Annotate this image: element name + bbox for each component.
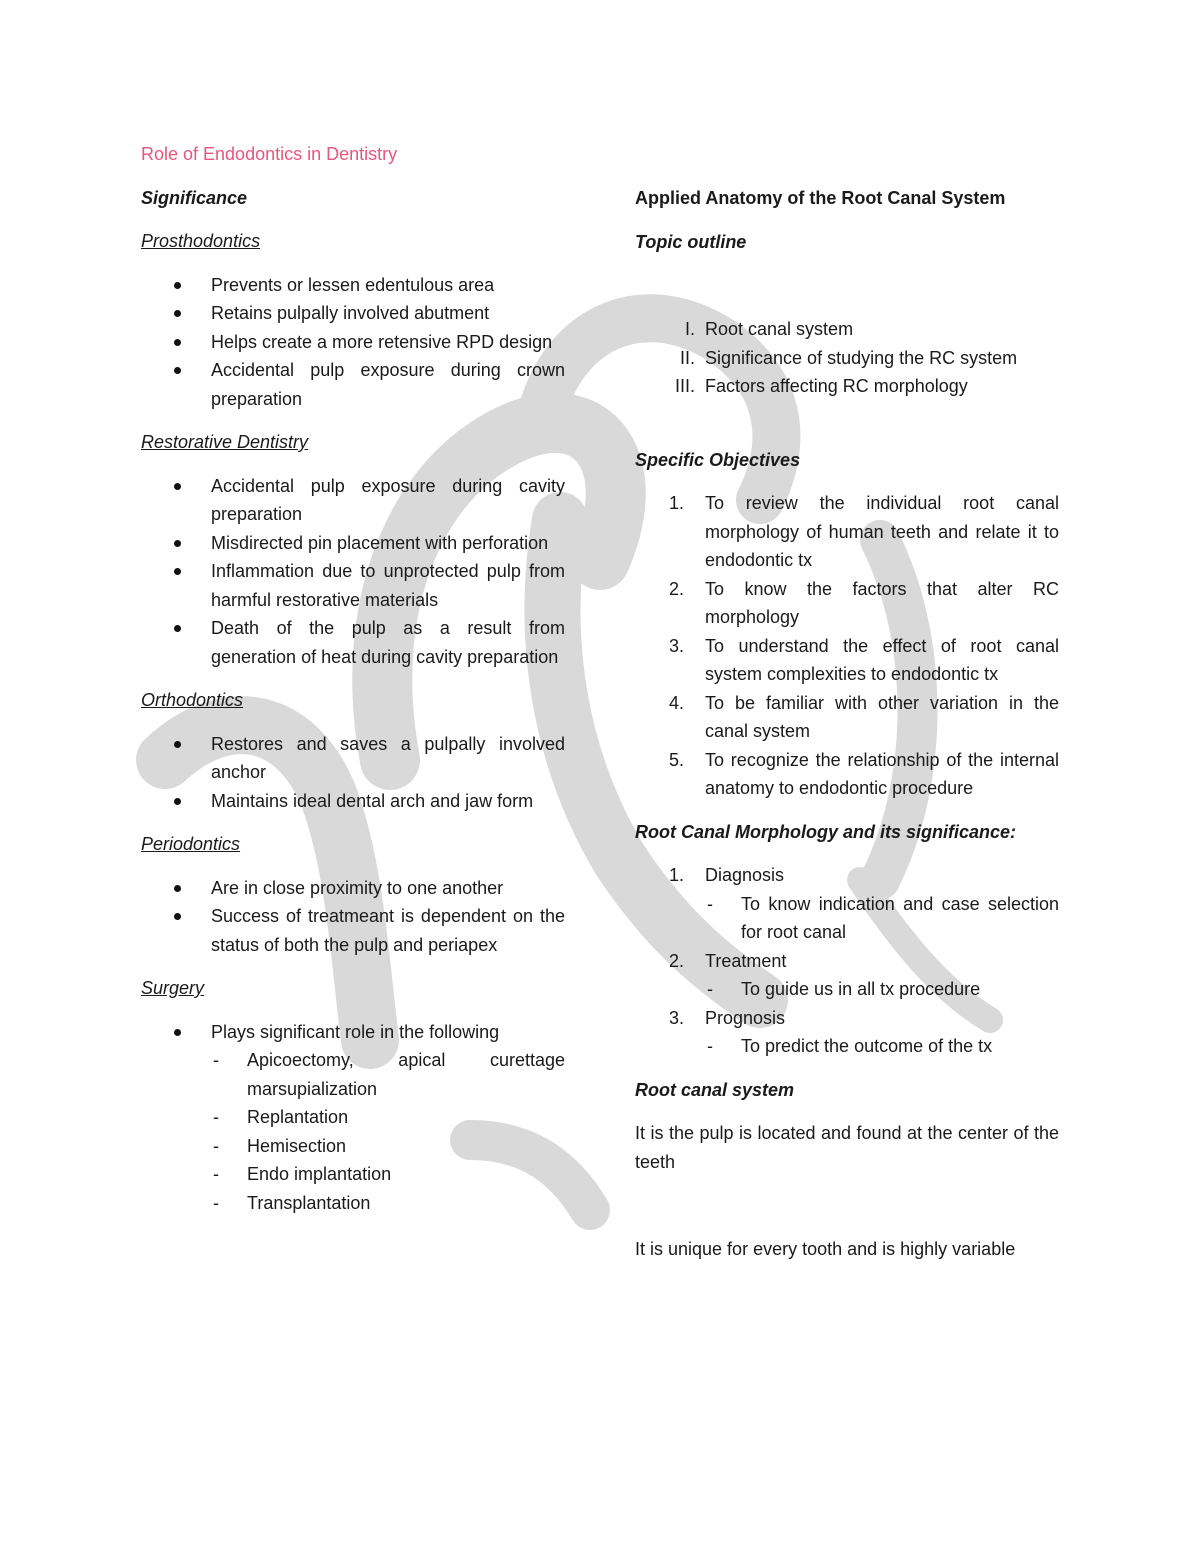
bullet-icon <box>174 339 181 346</box>
sub-list-item <box>705 1032 1059 1061</box>
list-item <box>141 271 565 300</box>
list-item-text: Plays significant role in the following <box>211 1021 500 1042</box>
bullet-list <box>141 472 565 672</box>
objectives-heading: Specific Objectives <box>635 449 801 470</box>
spacer <box>635 271 1059 315</box>
document-title: Role of Endodontics in Dentistry <box>141 144 398 164</box>
section-surgery <box>141 974 565 1217</box>
list-item-text: Treatment <box>705 950 787 971</box>
list-item <box>141 614 565 671</box>
bullet-list <box>141 1018 565 1218</box>
list-item <box>141 1018 565 1218</box>
list-item-text: Factors affecting RC morphology <box>705 376 968 396</box>
sub-list <box>705 890 1059 947</box>
bullet-icon <box>174 367 181 374</box>
list-item <box>635 689 1059 746</box>
dash-icon: - <box>213 1164 219 1184</box>
list-item-text: Misdirected pin placement with perforation <box>211 532 549 553</box>
bullet-icon <box>174 625 181 632</box>
dash-icon: - <box>213 1050 219 1070</box>
section-heading: Orthodontics <box>141 690 244 710</box>
list-item <box>635 372 1059 401</box>
section-heading: Restorative Dentistry <box>141 432 309 452</box>
sub-list-item <box>211 1132 565 1161</box>
sub-list <box>211 1046 565 1217</box>
section-periodontics <box>141 830 565 959</box>
list-item <box>141 730 565 787</box>
list-item <box>141 299 565 328</box>
sub-list-item <box>211 1103 565 1132</box>
spacer <box>635 1191 1059 1235</box>
list-item <box>635 489 1059 575</box>
list-number: 2. <box>669 950 685 971</box>
bullet-list <box>141 271 565 414</box>
list-item <box>141 529 565 558</box>
sub-list-item-text: To predict the outcome of the tx <box>741 1036 993 1056</box>
sub-list-item-text: To know indication and case selection for root canal <box>741 893 1059 942</box>
list-item-text: Are in close proximity to one another <box>211 877 504 898</box>
topic-outline-heading: Topic outline <box>635 231 747 252</box>
dash-icon: - <box>707 893 713 914</box>
section-orthodontics <box>141 686 565 815</box>
bullet-icon <box>174 798 181 805</box>
paragraph: It is unique for every tooth and is highly variable <box>635 1239 1016 1259</box>
list-item-text: Retains pulpally involved abutment <box>211 303 490 323</box>
sub-list <box>705 1032 1059 1061</box>
sub-list-item-text: Hemisection <box>247 1135 347 1156</box>
bullet-list <box>141 730 565 816</box>
list-number: 4. <box>669 692 685 713</box>
sub-list-item-text: Replantation <box>247 1107 349 1127</box>
list-item-text: To recognize the relationship of the internal anatomy to endodontic procedure <box>705 749 1059 798</box>
sub-list <box>705 975 1059 1004</box>
list-item <box>635 861 1059 947</box>
bullet-icon <box>174 1029 181 1036</box>
list-item-text: To understand the effect of root canal system complexities to endodontic tx <box>705 635 1059 684</box>
list-number: 2. <box>669 578 685 599</box>
list-item <box>635 746 1059 803</box>
list-number: 3. <box>669 1007 685 1028</box>
list-number: I. <box>684 319 695 339</box>
list-item-text: Helps create a more retensive RPD design <box>211 331 553 352</box>
list-item <box>141 328 565 357</box>
list-item-text: Prognosis <box>705 1007 786 1028</box>
section-prosthodontics <box>141 227 565 413</box>
list-number: III. <box>674 376 695 396</box>
section-heading: Periodontics <box>141 834 241 854</box>
dash-icon: - <box>213 1135 219 1156</box>
list-item-text: Success of treatmeant is dependent on the status of both the pulp and periapex <box>211 906 565 955</box>
paragraph: It is the pulp is located and found at the center of the teeth <box>635 1123 1059 1172</box>
list-item <box>635 344 1059 373</box>
sub-list-item <box>705 975 1059 1004</box>
list-item-text: Death of the pulp as a result from generation of heat during cavity preparation <box>211 618 565 667</box>
list-item <box>141 557 565 614</box>
sub-list-item-text: To guide us in all tx procedure <box>741 979 981 999</box>
bullet-icon <box>174 913 181 920</box>
bullet-icon <box>174 540 181 547</box>
bullet-icon <box>174 568 181 575</box>
list-item <box>141 902 565 959</box>
list-number: 1. <box>669 493 685 513</box>
list-number: 1. <box>669 865 685 885</box>
list-item <box>141 874 565 903</box>
dash-icon: - <box>707 979 713 999</box>
list-item <box>635 632 1059 689</box>
bullet-icon <box>174 310 181 317</box>
list-number: 5. <box>669 749 685 770</box>
sub-list-item-text: Endo implantation <box>247 1164 392 1184</box>
dash-icon: - <box>213 1192 219 1213</box>
bullet-list <box>141 874 565 960</box>
list-item <box>635 575 1059 632</box>
objectives-list <box>635 489 1059 803</box>
list-item <box>635 315 1059 344</box>
dash-icon: - <box>213 1107 219 1127</box>
list-item <box>141 356 565 413</box>
dash-icon: - <box>707 1036 713 1056</box>
list-number: 3. <box>669 635 685 656</box>
bullet-icon <box>174 885 181 892</box>
sub-list-item-text: Transplantation <box>247 1192 371 1213</box>
list-number: II. <box>679 347 695 368</box>
list-item <box>141 787 565 816</box>
list-item-text: Maintains ideal dental arch and jaw form <box>211 790 534 811</box>
list-item-text: Diagnosis <box>705 865 785 885</box>
section-heading: Surgery <box>141 978 205 998</box>
list-item-text: Prevents or lessen edentulous area <box>211 274 495 295</box>
morphology-list <box>635 861 1059 1061</box>
sub-list-item <box>211 1160 565 1189</box>
list-item-text: Accidental pulp exposure during cavity preparation <box>211 475 565 524</box>
morphology-heading: Root Canal Morphology and its significance: <box>635 821 1017 842</box>
bullet-icon <box>174 741 181 748</box>
root-canal-system-heading: Root canal system <box>635 1079 795 1100</box>
left-column <box>141 140 565 1232</box>
spacer <box>635 416 1059 446</box>
sub-list-item <box>211 1046 565 1103</box>
list-item-text: Restores and saves a pulpally involved anchor <box>211 733 565 782</box>
list-item <box>635 947 1059 1004</box>
bullet-icon <box>174 282 181 289</box>
list-item-text: To know the factors that alter RC morphology <box>705 578 1059 627</box>
section-title: Applied Anatomy of the Root Canal System <box>635 188 1006 208</box>
list-item-text: Significance of studying the RC system <box>705 347 1018 368</box>
list-item-text: Accidental pulp exposure during crown preparation <box>211 360 565 409</box>
significance-heading: Significance <box>141 187 248 208</box>
list-item-text: To be familiar with other variation in the canal system <box>705 692 1059 741</box>
right-column <box>635 184 1059 1279</box>
bullet-icon <box>174 483 181 490</box>
section-heading: Prosthodontics <box>141 231 261 251</box>
list-item <box>141 472 565 529</box>
sub-list-item-text: Apicoectomy, apical curettage marsupialization <box>247 1050 565 1099</box>
outline-list <box>635 315 1059 401</box>
section-restorative-dentistry <box>141 428 565 671</box>
list-item-text: Inflammation due to unprotected pulp from harmful restorative materials <box>211 561 565 610</box>
sub-list-item <box>211 1189 565 1218</box>
list-item-text: To review the individual root canal morphology of human teeth and relate it to endodontic tx <box>705 493 1059 570</box>
list-item <box>635 1004 1059 1061</box>
sub-list-item <box>705 890 1059 947</box>
list-item-text: Root canal system <box>705 319 854 339</box>
